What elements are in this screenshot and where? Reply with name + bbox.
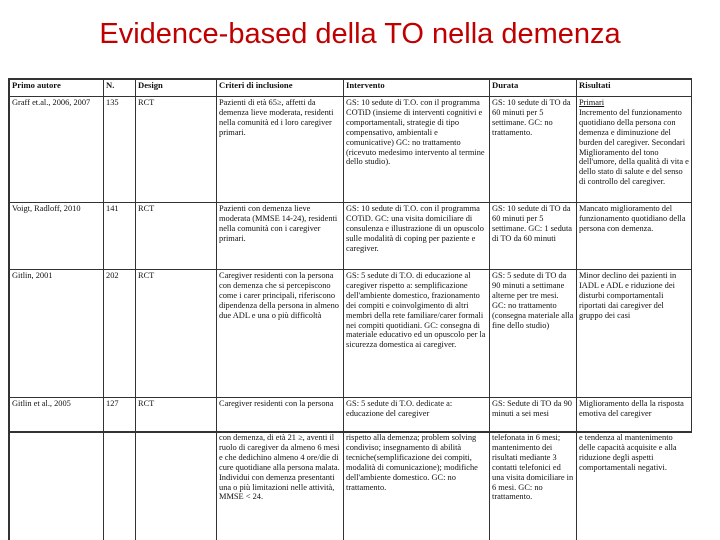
cell-author: Graff et.al., 2006, 2007 [10, 97, 104, 203]
slide-title: Evidence-based della TO nella demenza [99, 18, 621, 50]
cell-design [136, 432, 217, 540]
cell-author: Gitlin, 2001 [10, 270, 104, 398]
results-primary-heading: Primari [579, 98, 605, 107]
cell-results [577, 97, 692, 203]
cell-criteria: Pazienti con demenza lieve moderata (MMSE 14-24), residenti nella comunità con i caregiver primari. [217, 203, 344, 270]
results-text: Incremento del funzionamento quotidiano della persona con demenza e diminuzione del burden del caregiver. Secondari Miglioramento del tono dell'umore, della qualità di vita e dello stato di salute e del senso di controllo del caregiver. [579, 107, 689, 187]
cell-n: 141 [104, 203, 136, 270]
header-primo-autore: Primo autore [10, 80, 104, 97]
header-intervento: Intervento [344, 80, 490, 97]
cell-criteria: Caregiver residenti con la persona con demenza che si percepiscono come i carer principali, riferiscono dipendenza della persona in almeno due ADL e una o più difficoltà [217, 270, 344, 398]
cell-design: RCT [136, 97, 217, 203]
cell-intervention: GS: 5 sedute di T.O. di educazione al caregiver rispetto a: semplificazione dell'ambiente domestico, frazionamento dei compiti e coinvolgimento di altri membri della rete familiare/carer formali nei compiti quotidiani. GC: consegna di materiale educativo ed un opuscolo per la sicurezza domestica ai caregiver. [344, 270, 490, 398]
cell-duration: GS: 10 sedute di TO da 60 minuti per 5 settimane. GC: no trattamento. [490, 97, 577, 203]
table-row [10, 270, 692, 398]
cell-duration: GS: 5 sedute di TO da 90 minuti a settimane alterne per tre mesi. GC: no trattamento (consegna materiale alla fine dello studio) [490, 270, 577, 398]
cell-results: Minor declino dei pazienti in IADL e ADL e riduzione dei disturbi comportamentali riportati dai caregiver del gruppo dei casi [577, 270, 692, 398]
header-risultati: Risultati [577, 80, 692, 97]
header-criteri: Criteri di inclusione [217, 80, 344, 97]
cell-author: Voigt, Radloff, 2010 [10, 203, 104, 270]
cell-author [10, 432, 104, 540]
cell-intervention: GS: 5 sedute di T.O. dedicate a: educazione del caregiver [344, 398, 490, 434]
cell-results: Miglioramento della la risposta emotiva del caregiver [577, 398, 692, 434]
table-header-row [10, 80, 692, 97]
header-design: Design [136, 80, 217, 97]
evidence-table [8, 78, 692, 433]
continuation-table-grid [9, 431, 691, 540]
cell-n: 202 [104, 270, 136, 398]
cell-intervention: GS: 10 sedute di T.O. con il programma COTiD. GC: una visita domiciliare di consulenza e illustrazione di un opuscolo sulle modalità di coping per paziente e caregiver. [344, 203, 490, 270]
table-row [10, 203, 692, 270]
cell-intervention: rispetto alla demenza; problem solving condiviso; insegnamento di abilità tecniche(semplificazione dei compiti, modalità di comunicazione); modifiche dell'ambiente domestico. GC: no trattamento. [344, 432, 490, 540]
evidence-table-grid [9, 79, 692, 433]
cell-n [104, 432, 136, 540]
header-durata: Durata [490, 80, 577, 97]
cell-criteria: Pazienti di età 65≥, affetti da demenza lieve moderata, residenti nella comunità ed i loro caregiver primari. [217, 97, 344, 203]
table-row [10, 398, 692, 434]
cell-author: Gitlin et al., 2005 [10, 398, 104, 434]
cell-duration: GS: Sedute di TO da 90 minuti a sei mesi [490, 398, 577, 434]
cell-design: RCT [136, 270, 217, 398]
header-n: N. [104, 80, 136, 97]
table-row [10, 432, 692, 540]
cell-intervention: GS: 10 sedute di T.O. con il programma COTiD (insieme di interventi cognitivi e comportamentali, strategie di tipo compensativo, ambientali e comunicative) GC: no trattamento (ricevuto medesimo intervento al termine dello studio). [344, 97, 490, 203]
cell-n: 127 [104, 398, 136, 434]
cell-n: 135 [104, 97, 136, 203]
table-continuation [8, 431, 691, 540]
cell-criteria: con demenza, di età 21 ≥, aventi il ruolo di caregiver da almeno 6 mesi e che dedichino almeno 4 ore/die di cure quotidiane alla persona malata. Individui con demenza presentanti una o più limitazioni nelle attività, MMSE < 24. [217, 432, 344, 540]
cell-design: RCT [136, 203, 217, 270]
cell-design: RCT [136, 398, 217, 434]
cell-results: Mancato miglioramento del funzionamento quotidiano della persona con demenza. [577, 203, 692, 270]
cell-results: e tendenza al mantenimento delle capacità acquisite e alla riduzione degli aspetti comportamentali negativi. [577, 432, 692, 540]
cell-duration: telefonata in 6 mesi; mantenimento dei risultati mediante 3 contatti telefonici ed una visita domiciliare in 6 mesi. GC: no trattamento. [490, 432, 577, 540]
cell-criteria: Caregiver residenti con la persona [217, 398, 344, 434]
cell-duration: GS: 10 sedute di TO da 60 minuti per 5 settimane. GC: 1 seduta di TO da 60 minuti [490, 203, 577, 270]
table-row [10, 97, 692, 203]
